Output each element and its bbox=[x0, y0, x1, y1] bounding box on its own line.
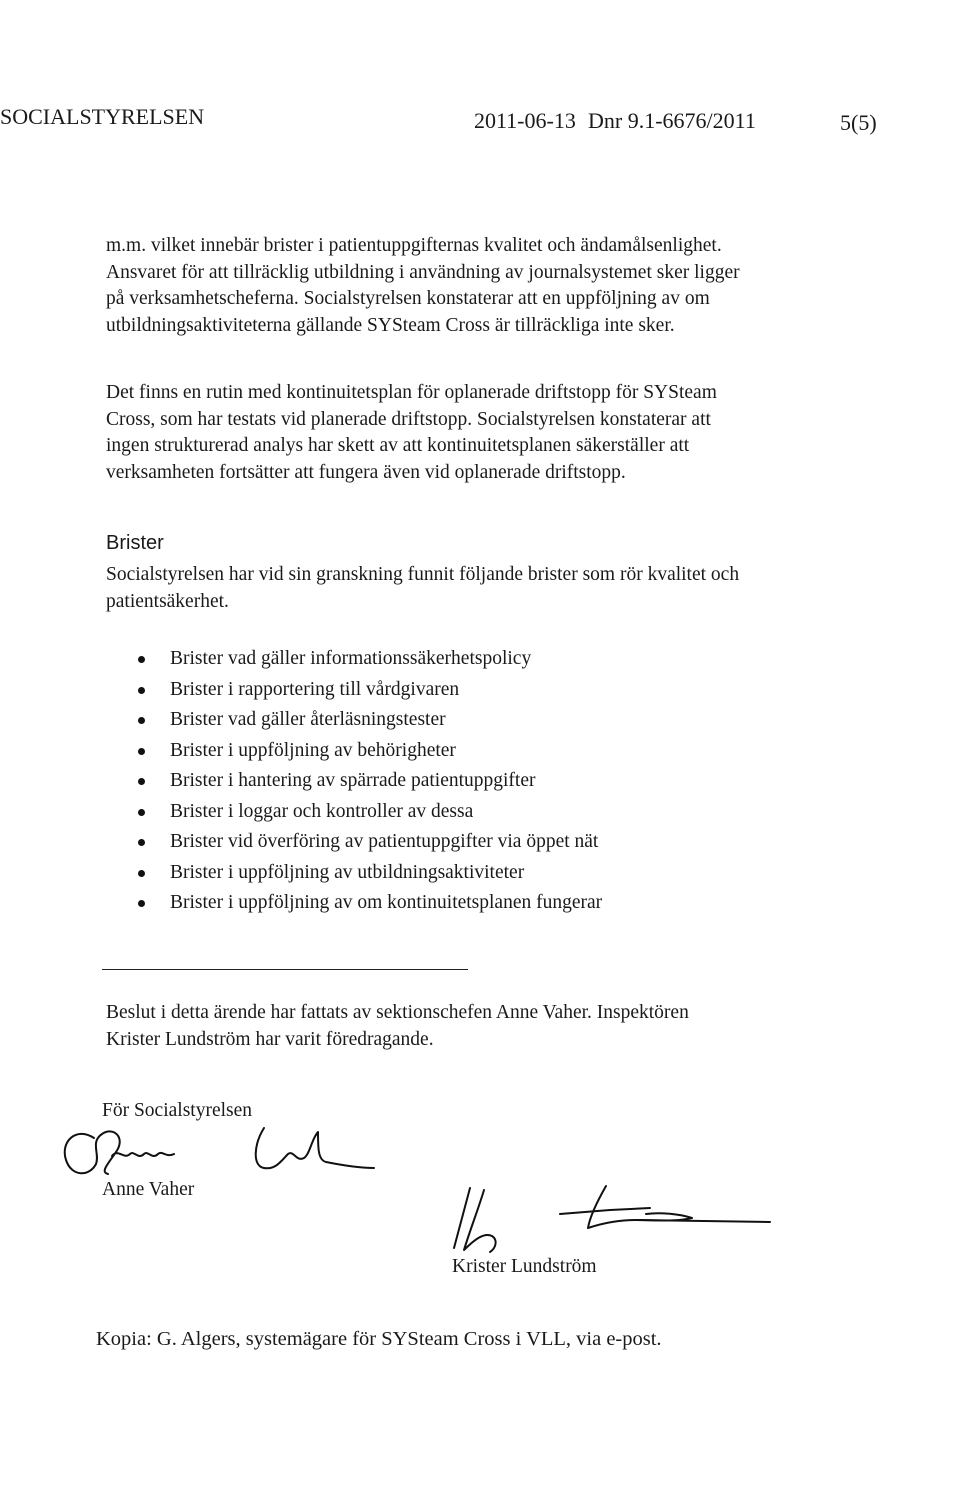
list-item: Brister vad gäller informationssäkerhetspolicy bbox=[106, 644, 602, 675]
paragraph-decision: Beslut i detta ärende har fattats av sektionschefen Anne Vaher. Inspektören Krister Lundström har varit föredragande. bbox=[106, 1002, 689, 1050]
letter-header bbox=[0, 104, 960, 140]
list-item: Brister i loggar och kontroller av dessa bbox=[106, 797, 602, 828]
bullet-icon bbox=[138, 809, 145, 816]
bullet-icon bbox=[138, 778, 145, 785]
organization-name: SOCIALSTYRELSEN bbox=[0, 104, 205, 129]
list-item: Brister vid överföring av patientuppgifter via öppet nät bbox=[106, 827, 602, 858]
paragraph-continuity-plan: Det finns en rutin med kontinuitetsplan för oplanerade driftstopp för SYSteam Cross, som har testats vid planerade driftstopp. Socialstyrelsen konstaterar att ingen strukturerad analys har skett av att kontinuitetsplanen säkerställer att verksamheten fortsätter att fungera även vid oplanerade driftstopp. bbox=[106, 382, 717, 483]
separator-line bbox=[102, 969, 468, 970]
bullet-icon bbox=[138, 687, 145, 694]
bullet-icon bbox=[138, 870, 145, 877]
bullet-icon bbox=[138, 748, 145, 755]
deficiency-list bbox=[106, 644, 602, 919]
signature-for-line: För Socialstyrelsen bbox=[102, 1100, 253, 1121]
list-item: Brister i uppföljning av om kontinuitetsplanen fungerar bbox=[106, 888, 602, 919]
document-date: 2011-06-13 bbox=[474, 108, 576, 133]
handwritten-signature-krister-lundstrom bbox=[440, 1180, 780, 1260]
section-heading-brister: Brister bbox=[106, 532, 164, 554]
bullet-icon bbox=[138, 717, 145, 724]
copy-recipient-line: Kopia: G. Algers, systemägare för SYSteam Cross i VLL, via e-post. bbox=[96, 1328, 662, 1350]
list-item: Brister vad gäller återläsningstester bbox=[106, 705, 602, 736]
bullet-icon bbox=[138, 839, 145, 846]
page-number: 5(5) bbox=[840, 110, 877, 135]
list-item: Brister i uppföljning av behörigheter bbox=[106, 736, 602, 767]
bullet-icon bbox=[138, 656, 145, 663]
signer-name-1: Anne Vaher bbox=[102, 1179, 195, 1200]
document-reference-number: Dnr 9.1-6676/2011 bbox=[588, 108, 756, 133]
paragraph-training: m.m. vilket innebär brister i patientuppgifternas kvalitet och ändamålsenlighet. Ansvaret för att tillräcklig utbildning i användning av journalsystemet sker ligger på verksamhetscheferna. Socialstyrelsen konstaterar att en uppföljning av om utbildningsaktiviteterna gällande SYSteam Cross är tillräckliga inte sker. bbox=[106, 235, 740, 336]
list-item: Brister i hantering av spärrade patientuppgifter bbox=[106, 766, 602, 797]
list-item: Brister i rapportering till vårdgivaren bbox=[106, 675, 602, 706]
paragraph-findings-intro: Socialstyrelsen har vid sin granskning funnit följande brister som rör kvalitet och patientsäkerhet. bbox=[106, 564, 740, 612]
list-item: Brister i uppföljning av utbildningsaktiviteter bbox=[106, 858, 602, 889]
signer-name-2: Krister Lundström bbox=[452, 1256, 597, 1277]
bullet-icon bbox=[138, 900, 145, 907]
